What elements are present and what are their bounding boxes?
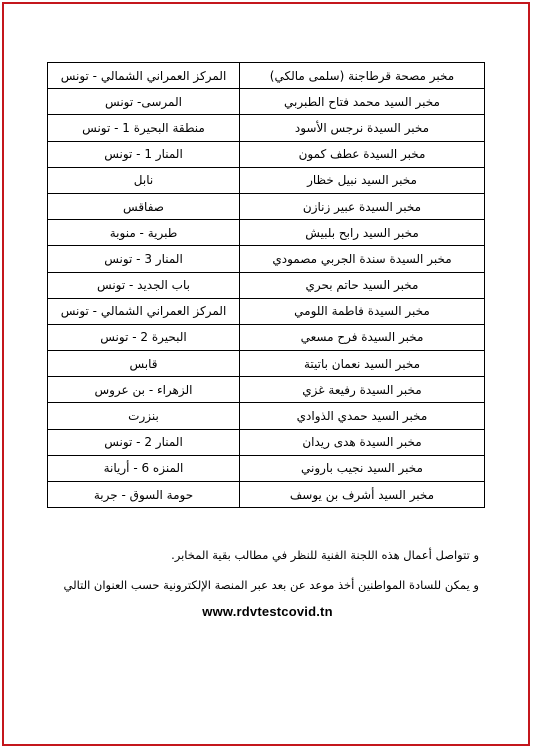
lab-name-cell: مخبر السيد نبيل خظار — [240, 167, 485, 193]
lab-location-cell: المرسى- تونس — [48, 89, 240, 115]
lab-name-cell: مخبر السيد نجيب باروني — [240, 455, 485, 481]
lab-location-cell: نابل — [48, 167, 240, 193]
lab-name-cell: مخبر مصحة قرطاجنة (سلمى مالكي) — [240, 63, 485, 89]
lab-name-cell: مخبر السيد حمدي الذوادي — [240, 403, 485, 429]
note-committee-continues: و تتواصل أعمال هذه اللجنة الفنية للنظر في مطالب بقية المخابر. — [171, 548, 479, 562]
lab-location-cell: المنار 3 - تونس — [48, 246, 240, 272]
lab-location-cell: حومة السوق - جربة — [48, 482, 240, 508]
table-row — [48, 403, 485, 429]
lab-location-cell: الزهراء - بن عروس — [48, 377, 240, 403]
table-row — [48, 220, 485, 246]
lab-location-cell: المنار 1 - تونس — [48, 141, 240, 167]
table-row — [48, 272, 485, 298]
lab-location-cell: المنزه 6 - أريانة — [48, 455, 240, 481]
lab-name-cell: مخبر السيدة فرح مسعي — [240, 324, 485, 350]
lab-location-cell: طبرية - منوبة — [48, 220, 240, 246]
lab-name-cell: مخبر السيدة سندة الجربي مصمودي — [240, 246, 485, 272]
lab-name-cell: مخبر السيدة عبير زنازن — [240, 193, 485, 219]
lab-location-cell: منطقة البحيرة 1 - تونس — [48, 115, 240, 141]
website-link[interactable]: www.rdvtestcovid.tn — [202, 604, 333, 619]
labs-table — [47, 62, 485, 508]
lab-location-cell: بنزرت — [48, 403, 240, 429]
lab-name-cell: مخبر السيدة رفيعة غزي — [240, 377, 485, 403]
lab-location-cell: باب الجديد - تونس — [48, 272, 240, 298]
lab-name-cell: مخبر السيد حاتم بحري — [240, 272, 485, 298]
table-row — [48, 115, 485, 141]
table-row — [48, 89, 485, 115]
table-row — [48, 63, 485, 89]
table-row — [48, 377, 485, 403]
table-row — [48, 482, 485, 508]
lab-location-cell: قابس — [48, 351, 240, 377]
table-row — [48, 246, 485, 272]
lab-name-cell: مخبر السيد نعمان باتيتة — [240, 351, 485, 377]
lab-name-cell: مخبر السيدة عطف كمون — [240, 141, 485, 167]
lab-name-cell: مخبر السيدة نرجس الأسود — [240, 115, 485, 141]
lab-name-cell: مخبر السيد محمد فتاح الطبربي — [240, 89, 485, 115]
lab-name-cell: مخبر السيد رابح بلبيش — [240, 220, 485, 246]
lab-name-cell: مخبر السيد أشرف بن يوسف — [240, 482, 485, 508]
note-online-appointment: و يمكن للسادة المواطنين أخذ موعد عن بعد عبر المنصة الإلكترونية حسب العنوان التالي — [63, 578, 479, 592]
table-row — [48, 167, 485, 193]
table-row — [48, 141, 485, 167]
table-row — [48, 351, 485, 377]
lab-name-cell: مخبر السيدة فاطمة اللومي — [240, 298, 485, 324]
table-row — [48, 324, 485, 350]
lab-location-cell: المركز العمراني الشمالي - تونس — [48, 298, 240, 324]
table-row — [48, 298, 485, 324]
lab-location-cell: المنار 2 - تونس — [48, 429, 240, 455]
lab-location-cell: صفاقس — [48, 193, 240, 219]
labs-table-body — [48, 63, 485, 508]
table-row — [48, 455, 485, 481]
lab-location-cell: المركز العمراني الشمالي - تونس — [48, 63, 240, 89]
table-row — [48, 193, 485, 219]
lab-name-cell: مخبر السيدة هدى ريدان — [240, 429, 485, 455]
table-row — [48, 429, 485, 455]
lab-location-cell: البحيرة 2 - تونس — [48, 324, 240, 350]
